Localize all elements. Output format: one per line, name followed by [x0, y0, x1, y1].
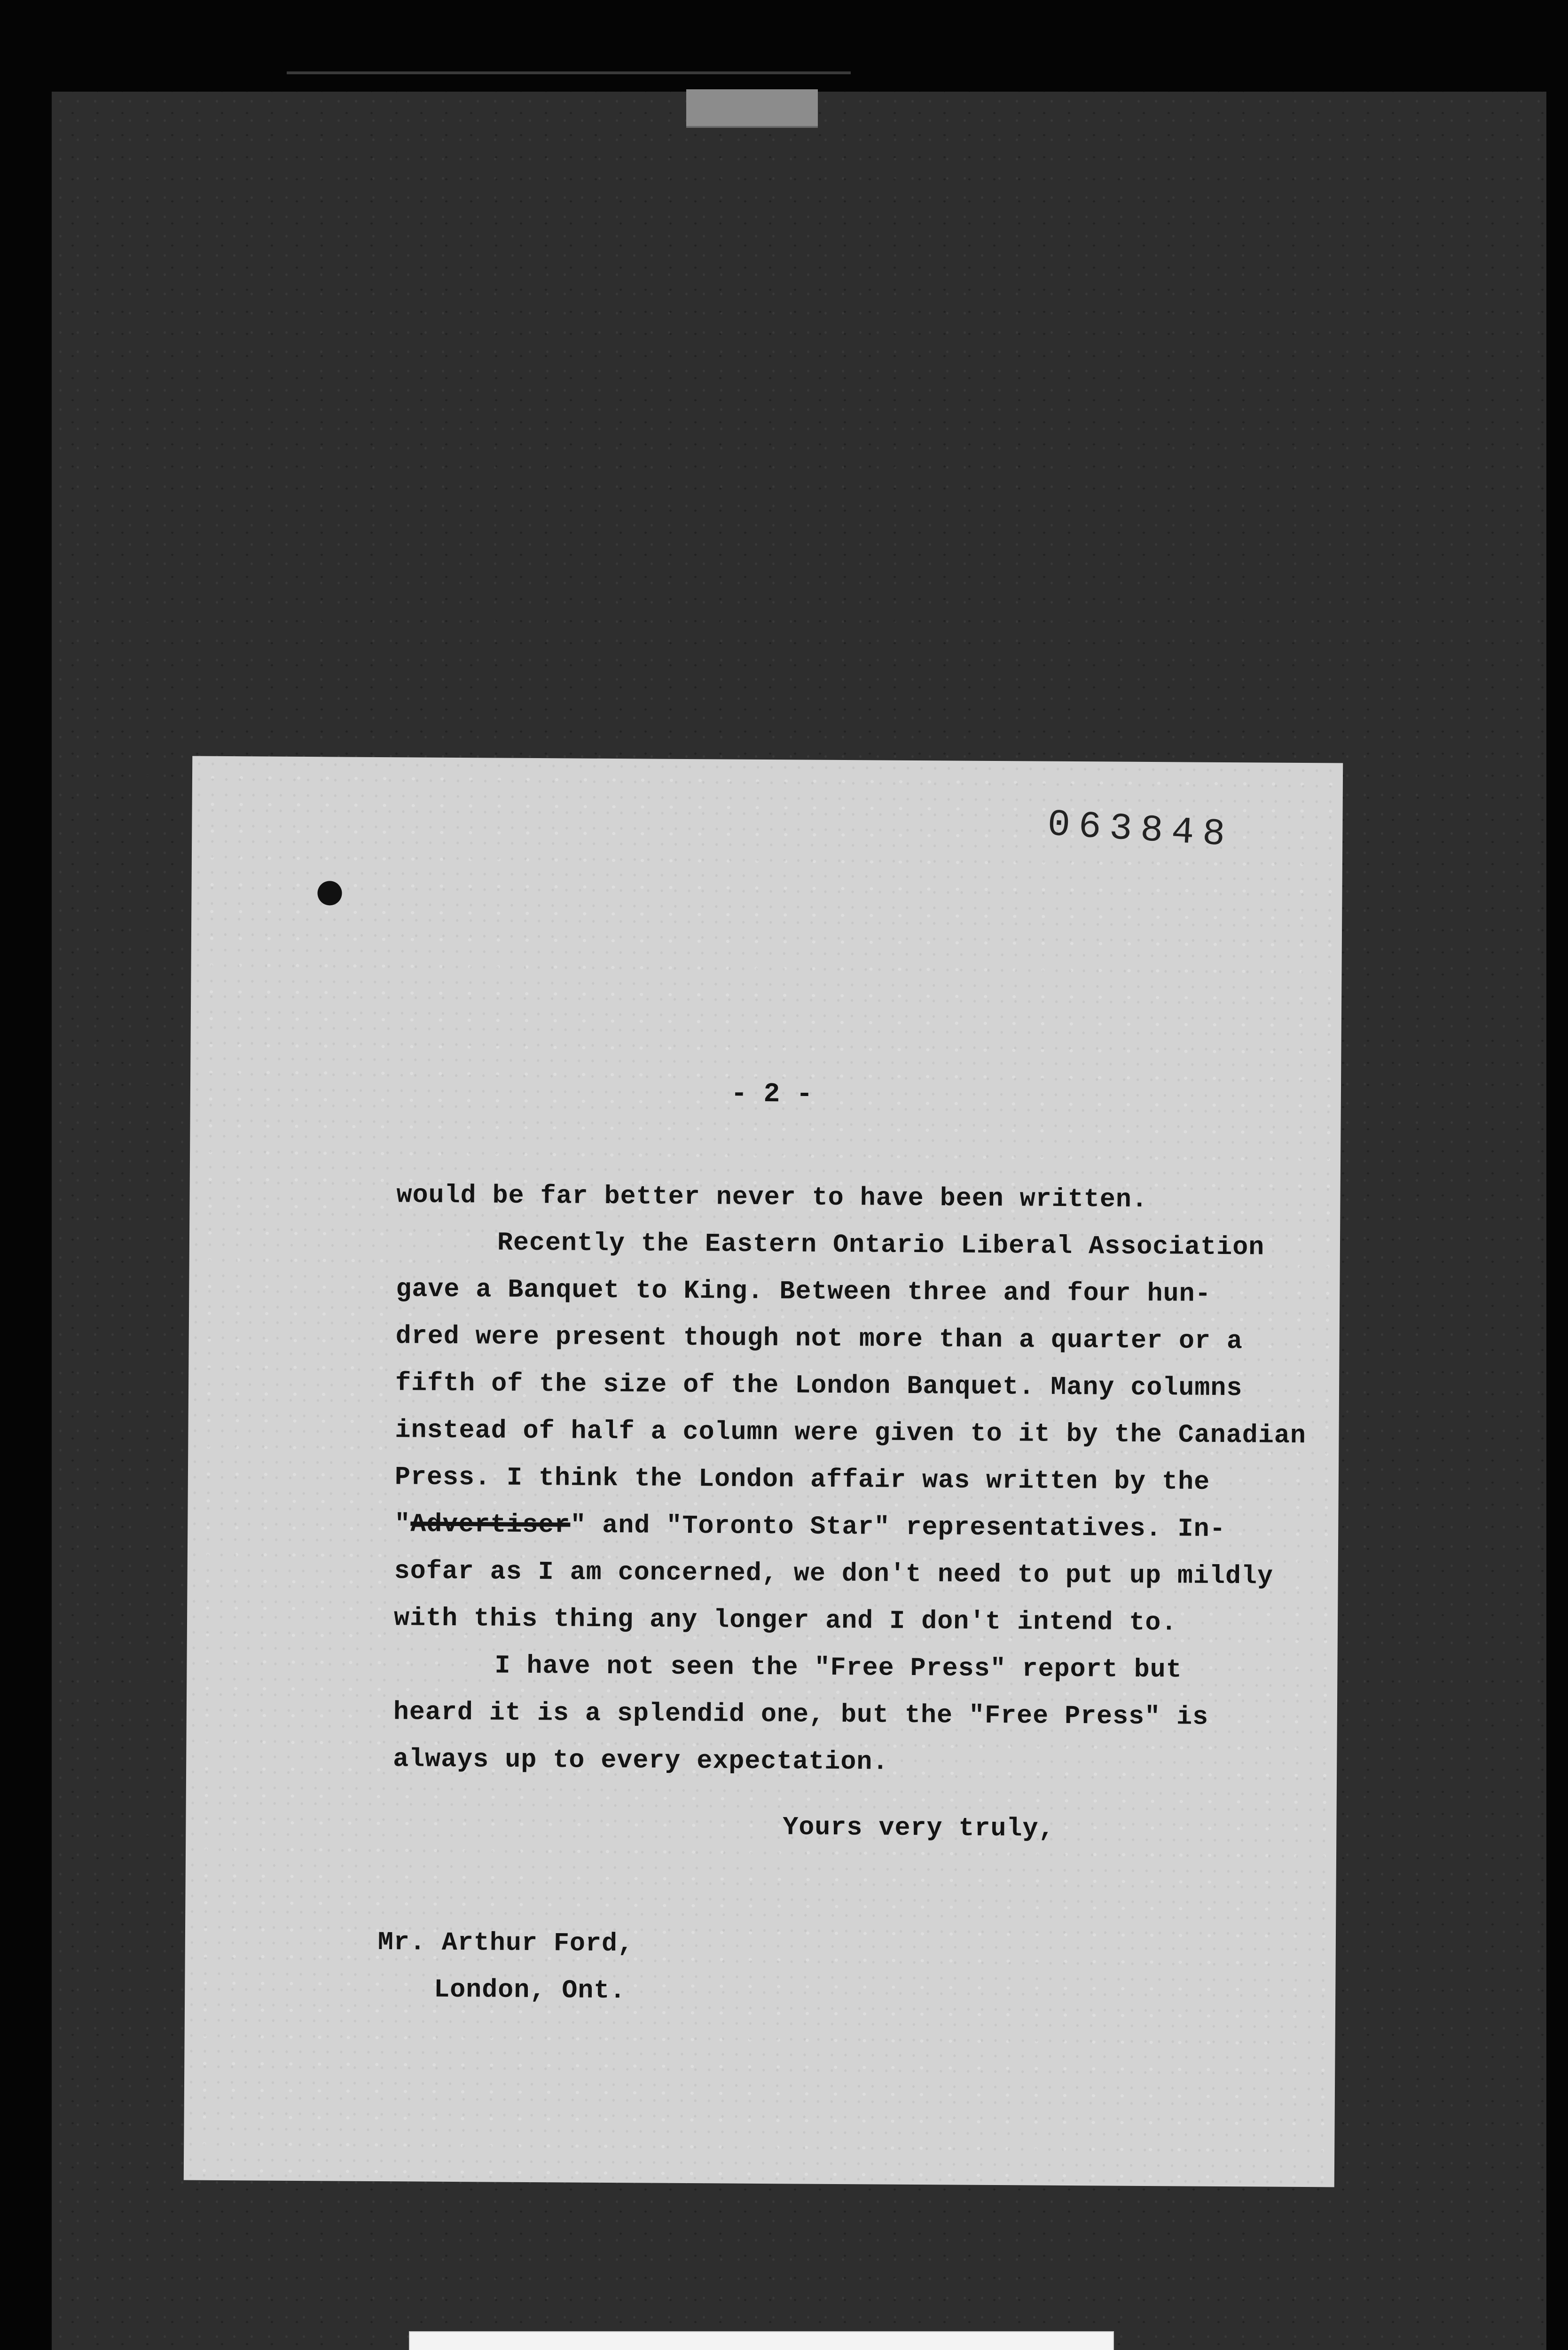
top-clip: [686, 89, 818, 128]
body-line: instead of half a column were given to it by the Canadian: [395, 1415, 1306, 1451]
body-line: would be far better never to have been written.: [396, 1180, 1148, 1214]
struck-word: Advertiser: [410, 1509, 571, 1540]
body-line: I have not seen the "Free Press" report but: [494, 1651, 1182, 1685]
body-line: heard it is a splendid one, but the "Free Press" is: [393, 1697, 1209, 1732]
body-line: Recently the Eastern Ontario Liberal Association: [497, 1228, 1265, 1262]
punch-hole: [317, 881, 342, 905]
body-line-struck: [394, 1509, 1226, 1544]
open-quote: ": [394, 1509, 411, 1539]
body-line: dred were present though not more than a quarter or a: [395, 1321, 1243, 1356]
body-line: gave a Banquet to King. Between three and four hun-: [396, 1274, 1211, 1309]
body-line: fifth of the size of the London Banquet. Many columns: [395, 1368, 1243, 1403]
body-line: always up to every expectation.: [393, 1744, 889, 1777]
recipient-city: London, Ont.: [434, 1974, 626, 2006]
page-number: - 2 -: [730, 1079, 813, 1110]
document-number-stamp: 063848: [1046, 803, 1235, 857]
body-line: with this thing any longer and I don't intend to.: [393, 1603, 1177, 1638]
recipient-name: Mr. Arthur Ford,: [377, 1927, 634, 1959]
letter-page: [184, 756, 1343, 2187]
body-line: sofar as I am concerned, we don't need to put up mildly: [394, 1556, 1274, 1591]
closing: Yours very truly,: [783, 1812, 1055, 1844]
line-remainder: " and "Toronto Star" representatives. In-: [570, 1510, 1226, 1544]
collection-strip: [409, 2331, 1114, 2350]
body-line: Press. I think the London affair was written by the: [394, 1462, 1210, 1497]
film-top-edge: [287, 71, 851, 74]
